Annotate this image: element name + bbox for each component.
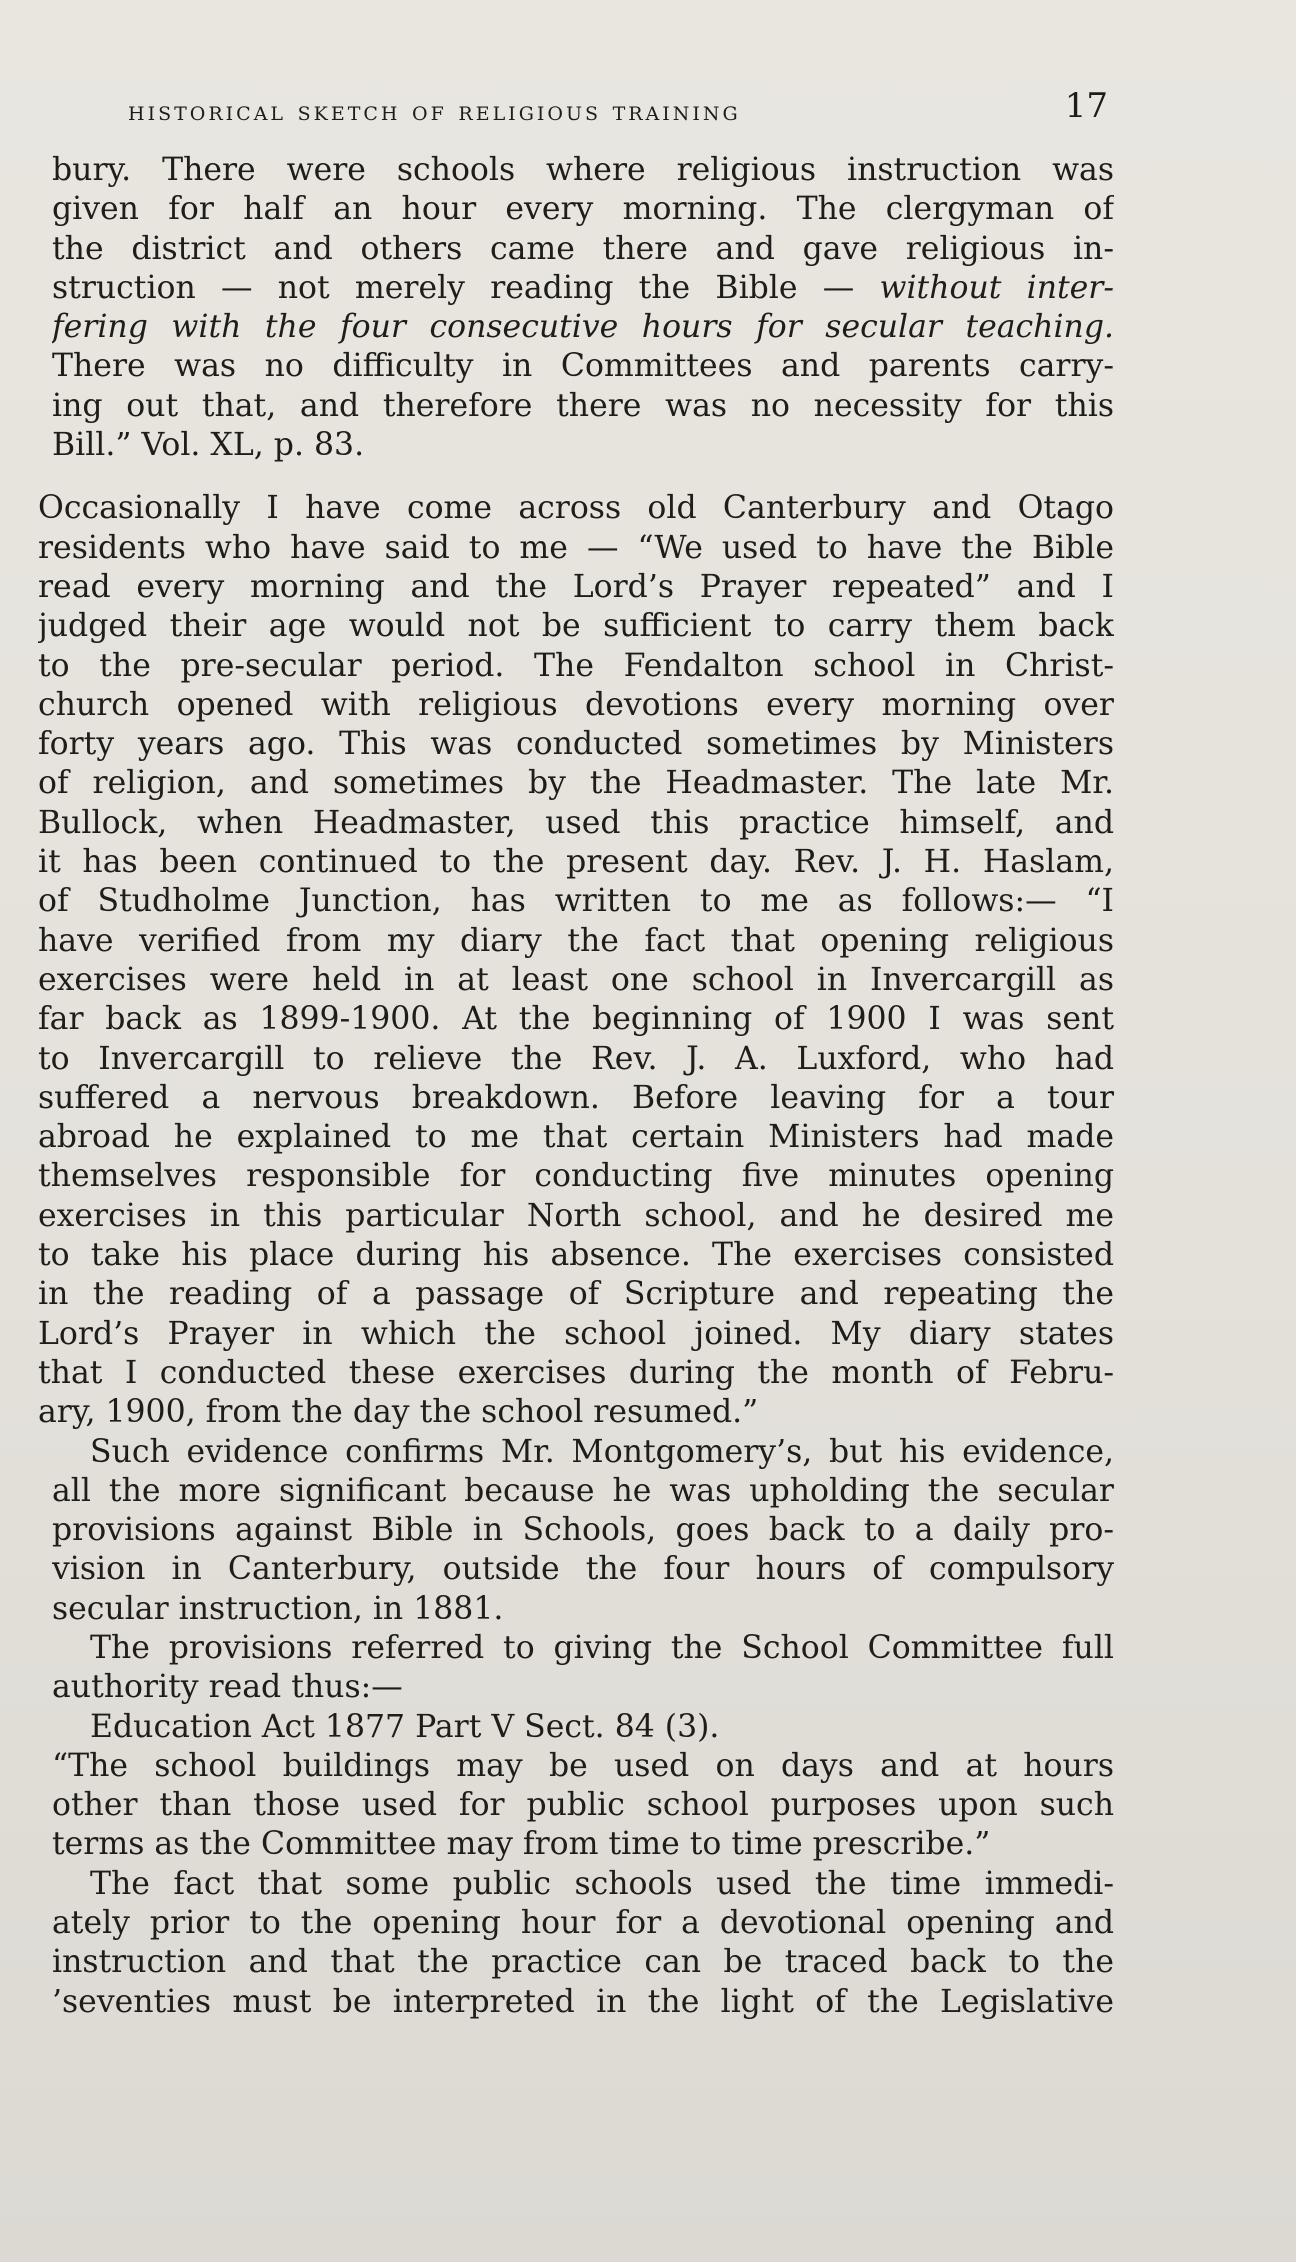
text-line: There was no difficulty in Committees and parents carry- xyxy=(52,348,1114,385)
text-line: ary, 1900, from the day the school resumed.” xyxy=(38,1394,759,1431)
text-line: to the pre-secular period. The Fendalton school in Christ- xyxy=(38,647,1114,684)
text-line: Bill.” Vol. XL, p. 83. xyxy=(52,427,365,464)
italic-segment: without inter- xyxy=(879,269,1114,306)
text-line: instruction and that the practice can be traced back to the xyxy=(52,1944,1114,1981)
text-line: bury. There were schools where religious instruction was xyxy=(52,152,1114,188)
text-line: have verified from my diary the fact that opening religious xyxy=(38,922,1114,959)
text-line: the district and others came there and gave religious in- xyxy=(52,230,1114,267)
text-line: read every morning and the Lord’s Prayer repeated” and I xyxy=(38,568,1114,605)
text-line: it has been continued to the present day. Rev. J. H. Haslam, xyxy=(38,844,1114,881)
text-line: authority read thus:— xyxy=(52,1669,403,1706)
text-line: The fact that some public schools used the time immedi- xyxy=(90,1865,1114,1902)
text-line: secular instruction, in 1881. xyxy=(52,1590,504,1627)
text-line: The provisions referred to giving the School Committee full xyxy=(90,1629,1114,1666)
text-line: given for half an hour every morning. The clergyman of xyxy=(52,191,1114,228)
text-line: other than those used for public school purposes upon such xyxy=(52,1787,1114,1824)
text-line: exercises were held in at least one school in Invercargill as xyxy=(38,961,1114,998)
text-line: exercises in this particular North school, and he desired me xyxy=(38,1197,1114,1234)
text-line: of religion, and sometimes by the Headmaster. The late Mr. xyxy=(38,765,1114,802)
text-line: of Studholme Junction, has written to me as follows:— “I xyxy=(38,883,1114,920)
text-line: to take his place during his absence. The exercises consisted xyxy=(38,1237,1114,1274)
page-number: 17 xyxy=(1064,86,1108,126)
body-text xyxy=(38,151,1114,2022)
text-segment: struction — not merely reading the Bible — xyxy=(52,269,880,306)
text-line: themselves responsible for conducting five minutes opening xyxy=(38,1158,1114,1195)
text-line: vision in Canterbury, outside the four hours of compulsory xyxy=(52,1551,1114,1588)
text-line: suffered a nervous breakdown. Before leaving for a tour xyxy=(38,1079,1114,1116)
text-line: that I conducted these exercises during the month of Febru- xyxy=(38,1354,1114,1391)
text-line: Such evidence confirms Mr. Montgomery’s, but his evidence, xyxy=(90,1433,1114,1470)
text-line: provisions against Bible in Schools, goes back to a daily pro- xyxy=(52,1512,1114,1549)
text-line: terms as the Committee may from time to time prescribe.” xyxy=(52,1826,991,1863)
text-line xyxy=(52,269,1114,308)
text-line: far back as 1899-1900. At the beginning of 1900 I was sent xyxy=(38,1001,1114,1038)
text-line: church opened with religious devotions every morning over xyxy=(38,686,1114,723)
text-line: ing out that, and therefore there was no necessity for this xyxy=(52,387,1114,424)
text-line: to Invercargill to relieve the Rev. J. A. Luxford, who had xyxy=(38,1040,1114,1077)
text-line: Occasionally I have come across old Canterbury and Otago xyxy=(38,490,1114,527)
text-line: Bullock, when Headmaster, used this practice himself, and xyxy=(38,804,1114,841)
text-line: residents who have said to me — “We used to have the Bible xyxy=(38,529,1114,566)
text-line: all the more significant because he was upholding the secular xyxy=(52,1472,1114,1509)
text-line: in the reading of a passage of Scripture and repeating the xyxy=(38,1276,1114,1313)
text-line: Education Act 1877 Part V Sect. 84 (3). xyxy=(90,1708,720,1745)
text-line: “The school buildings may be used on days and at hours xyxy=(52,1747,1114,1784)
text-line: ’seventies must be interpreted in the light of the Legislative xyxy=(52,1983,1114,2020)
text-line: Lord’s Prayer in which the school joined. My diary states xyxy=(38,1315,1114,1352)
text-line: abroad he explained to me that certain Ministers had made xyxy=(38,1119,1114,1156)
text-line: judged their age would not be sufficient to carry them back xyxy=(38,608,1114,645)
text-line: fering with the four consecutive hours for secular teaching. xyxy=(52,309,1114,346)
running-title: historical sketch of religious training xyxy=(128,96,741,127)
text-line: forty years ago. This was conducted sometimes by Ministers xyxy=(38,726,1114,763)
text-line: ately prior to the opening hour for a devotional opening and xyxy=(52,1905,1114,1942)
running-head xyxy=(128,86,1108,132)
